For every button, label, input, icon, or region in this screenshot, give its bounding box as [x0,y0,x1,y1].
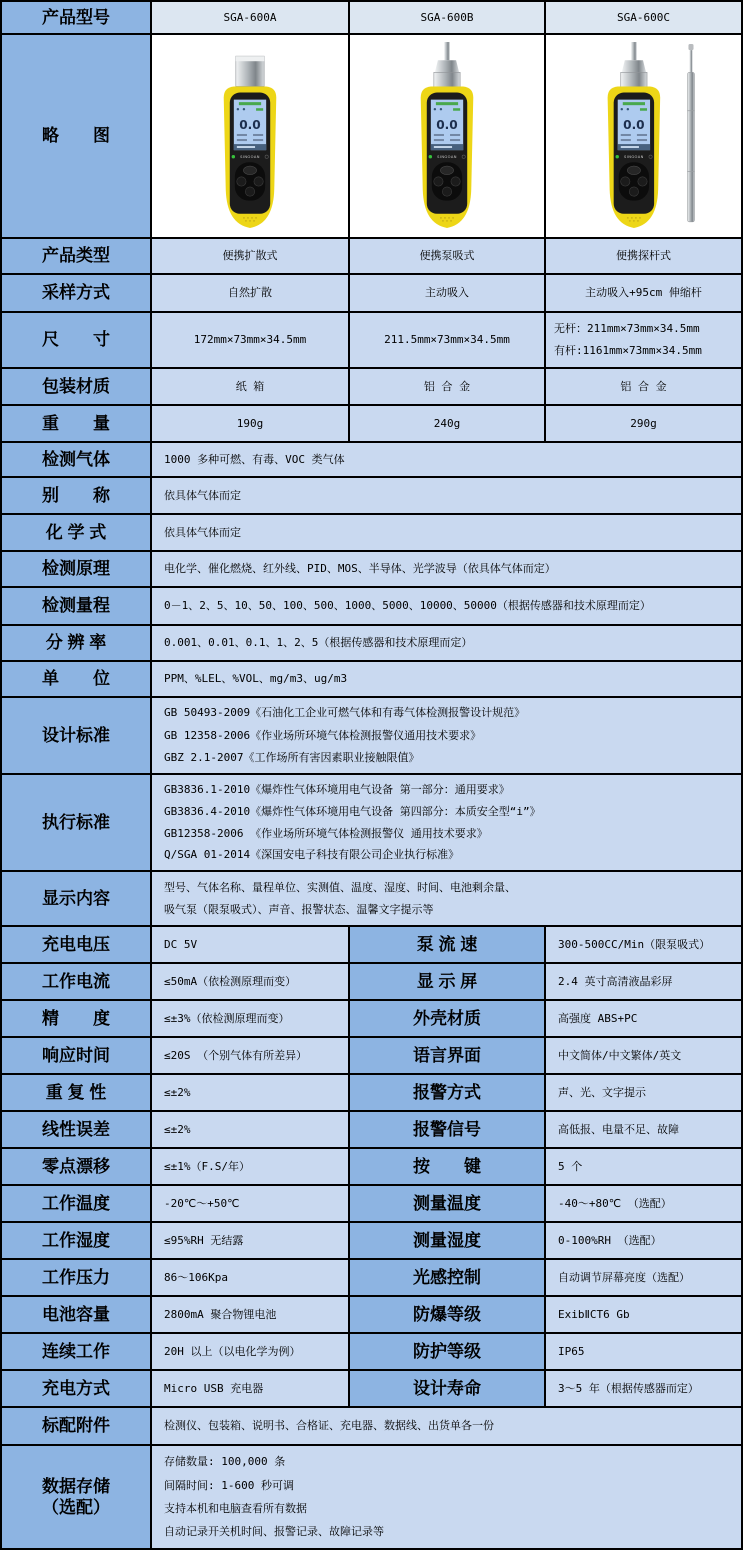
protection-rating-value: IP65 [546,1334,741,1371]
row-unit [2,662,741,698]
repeatability-label: 重 复 性 [2,1075,152,1112]
svg-text:SINGOAN: SINGOAN [240,155,260,160]
packaging-material-value: 纸 箱 [152,369,350,406]
packaging-material-value: 铝 合 金 [350,369,546,406]
row-chemical-formula [2,515,741,552]
gas-detector-pump-illustration [381,40,513,232]
row-alias [2,478,741,515]
svg-text:0.0: 0.0 [239,117,261,132]
row-continuous-working__protection-rating [2,1334,741,1371]
design-standard-label: 设计标准 [2,698,152,775]
row-product-type [2,239,741,275]
linearity-error-value: ≤±2% [152,1112,350,1149]
working-current-value: ≤50mA（依检测原理而变） [152,964,350,1001]
product-type-value: 便携探杆式 [546,239,741,275]
measure-humidity-label: 测量湿度 [350,1223,546,1260]
svg-text:SINGOAN: SINGOAN [437,155,457,160]
battery-capacity-value: 2800mA 聚合物锂电池 [152,1297,350,1334]
resolution-value: 0.001、0.01、0.1、1、2、5（根据传感器和技术原理而定） [152,626,741,662]
data-storage-value-line: 支持本机和电脑查看所有数据 [164,1501,307,1515]
pump-flow-rate-value: 300-500CC/Min（限泵吸式） [546,927,741,964]
execution-standard-value-line: Q/SGA 01-2014《深国安电子科技有限公司企业执行标准》 [164,848,460,862]
housing-material-label: 外壳材质 [350,1001,546,1038]
sampling-method-value: 自然扩散 [152,275,350,313]
row-packaging-material [2,369,741,406]
detection-range-label: 检测量程 [2,588,152,626]
chemical-formula-value: 依具体气体而定 [152,515,741,552]
row-accuracy__housing-material [2,1001,741,1038]
row-repeatability__alarm-mode [2,1075,741,1112]
design-standard-value-line: GB 50493-2009《石油化工企业可燃气体和有毒气体检测报警设计规范》 [164,706,526,720]
display-content-value [152,872,741,927]
detectable-gas-value: 1000 多种可燃、有毒、VOC 类气体 [152,443,741,478]
data-storage-value-line: 存储数量: 100,000 条 [164,1455,286,1469]
model-name: SGA-600C [546,2,741,35]
row-detection-principle [2,552,741,588]
device-illustration-sga-600c [546,35,741,239]
row-zero-drift__buttons [2,1149,741,1186]
language-ui-label: 语言界面 [350,1038,546,1075]
zero-drift-label: 零点漂移 [2,1149,152,1186]
working-humidity-value: ≤95%RH 无结露 [152,1223,350,1260]
product-type-label: 产品类型 [2,239,152,275]
dimensions-value-line: 无杆：211mm×73mm×34.5mm [554,321,700,335]
row-linearity-error__alarm-signal [2,1112,741,1149]
execution-standard-value-line: GB12358-2006 《作业场所环境气体检测报警仪 通用技术要求》 [164,826,488,840]
accuracy-label: 精 度 [2,1001,152,1038]
svg-text:SINGOAN: SINGOAN [623,155,644,160]
svg-text:0.0: 0.0 [436,117,458,132]
working-pressure-value: 86～106Kpa [152,1260,350,1297]
measure-temperature-value: -40～+80℃ （选配） [546,1186,741,1223]
working-temperature-value: -20℃～+50℃ [152,1186,350,1223]
detection-range-value: 0－1、2、5、10、50、100、500、1000、5000、10000、50000（根据传感器和技术原理而定） [152,588,741,626]
row-execution-standard [2,775,741,872]
device-illustration-sga-600b [350,35,546,239]
row-working-humidity__measure-humidity [2,1223,741,1260]
data-storage-label-line: 数据存储 [42,1476,110,1496]
weight-label: 重 量 [2,406,152,443]
charging-method-value: Micro USB 充电器 [152,1371,350,1408]
row-response-time__language-ui [2,1038,741,1075]
light-control-value: 自动调节屏幕亮度（选配） [546,1260,741,1297]
row-display-content [2,872,741,927]
weight-value: 240g [350,406,546,443]
row-sampling-method [2,275,741,313]
execution-standard-value-line: GB3836.1-2010《爆炸性气体环境用电气设备 第一部分：通用要求》 [164,783,510,796]
svg-text:0.0: 0.0 [622,117,645,132]
data-storage-value-line: 间隔时间: 1-600 秒可调 [164,1478,294,1492]
row-design-standard [2,698,741,775]
dimensions-value: 172mm×73mm×34.5mm [152,313,350,369]
product-type-value: 便携泵吸式 [350,239,546,275]
model-name: SGA-600A [152,2,350,35]
row-working-current__display-screen [2,964,741,1001]
row-product-model [2,2,741,35]
explosion-proof-rating-value: ExibⅡCT6 Gb [546,1297,741,1334]
row-working-pressure__light-control [2,1260,741,1297]
row-charging-method__design-life [2,1371,741,1408]
row-standard-accessories [2,1408,741,1446]
gas-detector-diffusion-illustration [184,40,316,232]
gas-detector-probe-illustration [578,40,710,232]
row-battery-capacity__explosion-proof-rating [2,1297,741,1334]
display-screen-value: 2.4 英寸高清液晶彩屏 [546,964,741,1001]
working-pressure-label: 工作压力 [2,1260,152,1297]
pump-flow-rate-label: 泵 流 速 [350,927,546,964]
device-illustration-sga-600a [152,35,350,239]
design-life-value: 3～5 年（根据传感器而定） [546,1371,741,1408]
detection-principle-label: 检测原理 [2,552,152,588]
detection-principle-value: 电化学、催化燃烧、红外线、PID、MOS、半导体、光学波导（依具体气体而定） [152,552,741,588]
display-screen-label: 显 示 屏 [350,964,546,1001]
standard-accessories-value: 检测仪、包装箱、说明书、合格证、充电器、数据线、出货单各一份 [152,1408,741,1446]
alarm-mode-value: 声、光、文字提示 [546,1075,741,1112]
detectable-gas-label: 检测气体 [2,443,152,478]
execution-standard-label: 执行标准 [2,775,152,872]
explosion-proof-rating-label: 防爆等级 [350,1297,546,1334]
response-time-label: 响应时间 [2,1038,152,1075]
linearity-error-label: 线性误差 [2,1112,152,1149]
dimensions-value [546,313,741,369]
weight-value: 190g [152,406,350,443]
working-temperature-label: 工作温度 [2,1186,152,1223]
telescopic-rod-illustration [687,44,694,222]
product-type-value: 便携扩散式 [152,239,350,275]
data-storage-label-line: （选配） [42,1498,110,1517]
design-standard-value-line: GB 12358-2006《作业场所环境气体检测报警仪通用技术要求》 [164,728,482,742]
design-standard-value-line: GBZ 2.1-2007《工作场所有害因素职业接触限值》 [164,750,420,764]
packaging-material-label: 包装材质 [2,369,152,406]
dimensions-label: 尺 寸 [2,313,152,369]
product-sketch-label: 略 图 [2,35,152,239]
housing-material-value: 高强度 ABS+PC [546,1001,741,1038]
charging-voltage-label: 充电电压 [2,927,152,964]
execution-standard-value [152,775,741,872]
zero-drift-value: ≤±1%（F.S/年） [152,1149,350,1186]
alias-value: 依具体气体而定 [152,478,741,515]
resolution-label: 分 辨 率 [2,626,152,662]
dimensions-value-line: 有杆:1161mm×73mm×34.5mm [554,344,702,358]
execution-standard-value-line: GB3836.4-2010《爆炸性气体环境用电气设备 第四部分：本质安全型“i”》 [164,804,541,818]
display-content-value-line: 型号、气体名称、量程单位、实测值、温度、湿度、时间、电池剩余量、 [164,880,516,894]
accuracy-value: ≤±3%（依检测原理而变） [152,1001,350,1038]
weight-value: 290g [546,406,741,443]
continuous-working-label: 连续工作 [2,1334,152,1371]
working-current-label: 工作电流 [2,964,152,1001]
row-dimensions [2,313,741,369]
protection-rating-label: 防护等级 [350,1334,546,1371]
design-standard-value [152,698,741,775]
alarm-mode-label: 报警方式 [350,1075,546,1112]
alarm-signal-value: 高低报、电量不足、故障 [546,1112,741,1149]
row-charging-voltage__pump-flow-rate [2,927,741,964]
charging-voltage-value: DC 5V [152,927,350,964]
model-name: SGA-600B [350,2,546,35]
repeatability-value: ≤±2% [152,1075,350,1112]
sampling-method-value: 主动吸入+95cm 伸缩杆 [546,275,741,313]
data-storage-value [152,1446,741,1548]
row-product-sketch [2,35,741,239]
row-working-temperature__measure-temperature [2,1186,741,1223]
charging-method-label: 充电方式 [2,1371,152,1408]
language-ui-value: 中文简体/中文繁体/英文 [546,1038,741,1075]
sampling-method-value: 主动吸入 [350,275,546,313]
alias-label: 别 称 [2,478,152,515]
row-detectable-gas [2,443,741,478]
light-control-label: 光感控制 [350,1260,546,1297]
packaging-material-value: 铝 合 金 [546,369,741,406]
unit-value: PPM、%LEL、%VOL、mg/m3、ug/m3 [152,662,741,698]
buttons-value: 5 个 [546,1149,741,1186]
alarm-signal-label: 报警信号 [350,1112,546,1149]
sampling-method-label: 采样方式 [2,275,152,313]
dimensions-value: 211.5mm×73mm×34.5mm [350,313,546,369]
display-content-value-line: 吸气泵（限泵吸式）、声音、报警状态、温馨文字提示等 [164,902,434,916]
row-resolution [2,626,741,662]
response-time-value: ≤20S （个别气体有所差异） [152,1038,350,1075]
measure-temperature-label: 测量温度 [350,1186,546,1223]
buttons-label: 按 键 [350,1149,546,1186]
design-life-label: 设计寿命 [350,1371,546,1408]
working-humidity-label: 工作湿度 [2,1223,152,1260]
data-storage-value-line: 自动记录开关机时间、报警记录、故障记录等 [164,1524,384,1538]
continuous-working-value: 20H 以上（以电化学为例） [152,1334,350,1371]
unit-label: 单 位 [2,662,152,698]
data-storage-label [2,1446,152,1548]
measure-humidity-value: 0-100%RH （选配） [546,1223,741,1260]
row-weight [2,406,741,443]
display-content-label: 显示内容 [2,872,152,927]
chemical-formula-label: 化 学 式 [2,515,152,552]
standard-accessories-label: 标配附件 [2,1408,152,1446]
row-data-storage [2,1446,741,1548]
product-model-label: 产品型号 [2,2,152,35]
row-detection-range [2,588,741,626]
battery-capacity-label: 电池容量 [2,1297,152,1334]
